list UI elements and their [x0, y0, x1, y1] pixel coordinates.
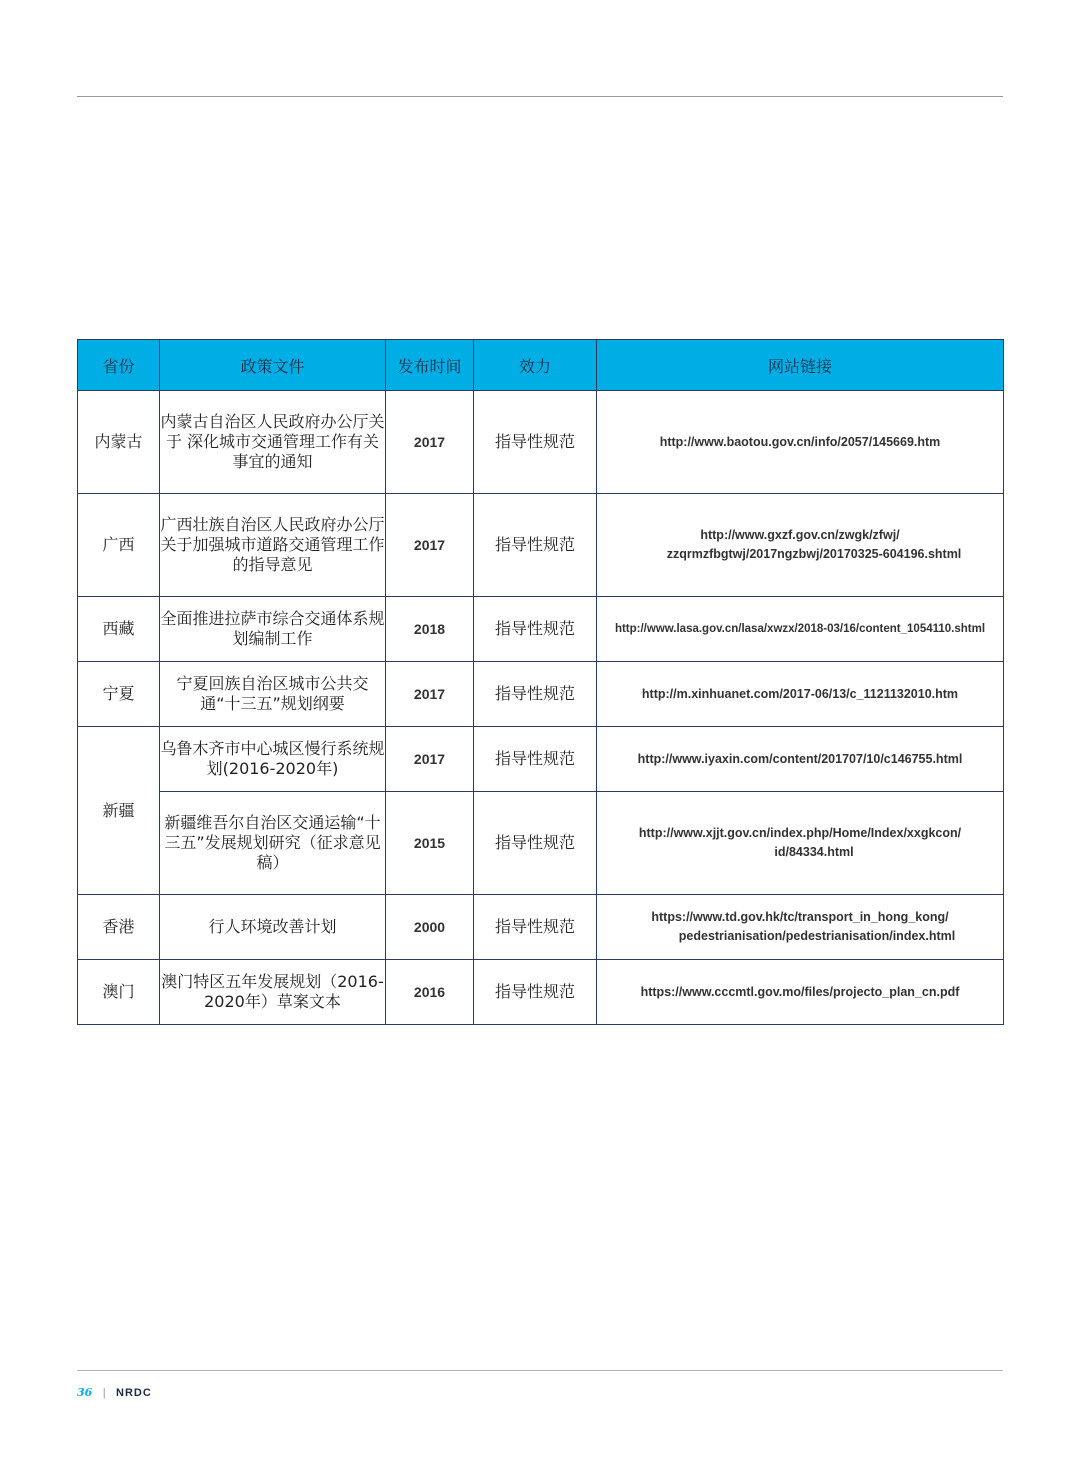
top-divider	[77, 96, 1003, 97]
table-header-row	[78, 340, 1004, 391]
url-text-continued[interactable]: pedestrianisation/pedestrianisation/index.html	[678, 929, 956, 943]
policy-document-cell: 新疆维吾尔自治区交通运输“十三五”发展规划研究（征求意见稿）	[160, 792, 386, 895]
policy-document-cell: 广西壮族自治区人民政府办公厅关于加强城市道路交通管理工作的指导意见	[160, 494, 386, 597]
policy-document-cell: 全面推进拉萨市综合交通体系规划编制工作	[160, 597, 386, 662]
url-text[interactable]: http://www.iyaxin.com/content/201707/10/c146755.html	[637, 751, 963, 766]
url-text-continued[interactable]: zzqrmzfbgtwj/2017ngzbwj/20170325-604196.shtml	[666, 547, 962, 561]
url-cell[interactable]	[597, 727, 1004, 792]
url-text[interactable]: http://www.lasa.gov.cn/lasa/xwzx/2018-03/16/content_1054110.shtml	[614, 622, 986, 635]
page-footer	[77, 1386, 152, 1399]
year-cell: 2017	[386, 727, 474, 792]
url-cell[interactable]	[597, 391, 1004, 494]
effect-cell: 指导性规范	[474, 895, 597, 960]
url-text[interactable]: https://www.td.gov.hk/tc/transport_in_hong_kong/	[651, 910, 949, 924]
url-cell[interactable]	[597, 494, 1004, 597]
url-cell[interactable]	[597, 895, 1004, 960]
url-text-continued[interactable]: id/84334.html	[774, 845, 854, 859]
effect-cell: 指导性规范	[474, 727, 597, 792]
header-province: 省份	[78, 340, 160, 391]
header-policy-document: 政策文件	[160, 340, 386, 391]
table-row	[78, 727, 1004, 792]
province-cell: 新疆	[78, 727, 160, 895]
year-cell: 2017	[386, 391, 474, 494]
url-text[interactable]: http://www.baotou.gov.cn/info/2057/145669.htm	[659, 434, 941, 449]
url-cell[interactable]	[597, 597, 1004, 662]
url-text[interactable]: http://www.xjjt.gov.cn/index.php/Home/Index/xxgkcon/	[638, 826, 962, 840]
url-cell[interactable]	[597, 662, 1004, 727]
footer-divider	[77, 1370, 1003, 1371]
year-cell: 2017	[386, 494, 474, 597]
year-cell: 2017	[386, 662, 474, 727]
province-cell: 宁夏	[78, 662, 160, 727]
url-text[interactable]: https://www.cccmtl.gov.mo/files/projecto_plan_cn.pdf	[640, 984, 960, 999]
policy-document-cell: 行人环境改善计划	[160, 895, 386, 960]
header-publish-date: 发布时间	[386, 340, 474, 391]
province-cell: 内蒙古	[78, 391, 160, 494]
footer-separator: |	[102, 1386, 107, 1399]
header-website-link: 网站链接	[597, 340, 1004, 391]
table-row	[78, 494, 1004, 597]
page-number: 36	[77, 1386, 93, 1399]
effect-cell: 指导性规范	[474, 391, 597, 494]
table-row	[78, 662, 1004, 727]
province-cell: 广西	[78, 494, 160, 597]
table-row	[78, 597, 1004, 662]
year-cell: 2016	[386, 960, 474, 1025]
url-cell[interactable]	[597, 792, 1004, 895]
effect-cell: 指导性规范	[474, 960, 597, 1025]
policy-document-cell: 宁夏回族自治区城市公共交通“十三五”规划纲要	[160, 662, 386, 727]
table-row	[78, 895, 1004, 960]
brand-label: NRDC	[116, 1386, 152, 1399]
effect-cell: 指导性规范	[474, 597, 597, 662]
header-effect: 效力	[474, 340, 597, 391]
effect-cell: 指导性规范	[474, 662, 597, 727]
policy-document-cell: 澳门特区五年发展规划（2016-2020年）草案文本	[160, 960, 386, 1025]
table-row	[78, 391, 1004, 494]
effect-cell: 指导性规范	[474, 494, 597, 597]
url-text[interactable]: http://www.gxzf.gov.cn/zwgk/zfwj/	[700, 528, 900, 542]
province-cell: 香港	[78, 895, 160, 960]
policy-document-cell: 内蒙古自治区人民政府办公厅关于 深化城市交通管理工作有关事宜的通知	[160, 391, 386, 494]
province-cell: 澳门	[78, 960, 160, 1025]
url-text[interactable]: http://m.xinhuanet.com/2017-06/13/c_1121132010.htm	[641, 686, 959, 701]
table-row	[78, 792, 1004, 895]
province-cell: 西藏	[78, 597, 160, 662]
effect-cell: 指导性规范	[474, 792, 597, 895]
year-cell: 2000	[386, 895, 474, 960]
year-cell: 2015	[386, 792, 474, 895]
policy-document-cell: 乌鲁木齐市中心城区慢行系统规划(2016-2020年)	[160, 727, 386, 792]
policy-table	[77, 339, 1004, 1025]
year-cell: 2018	[386, 597, 474, 662]
table-row	[78, 960, 1004, 1025]
url-cell[interactable]	[597, 960, 1004, 1025]
